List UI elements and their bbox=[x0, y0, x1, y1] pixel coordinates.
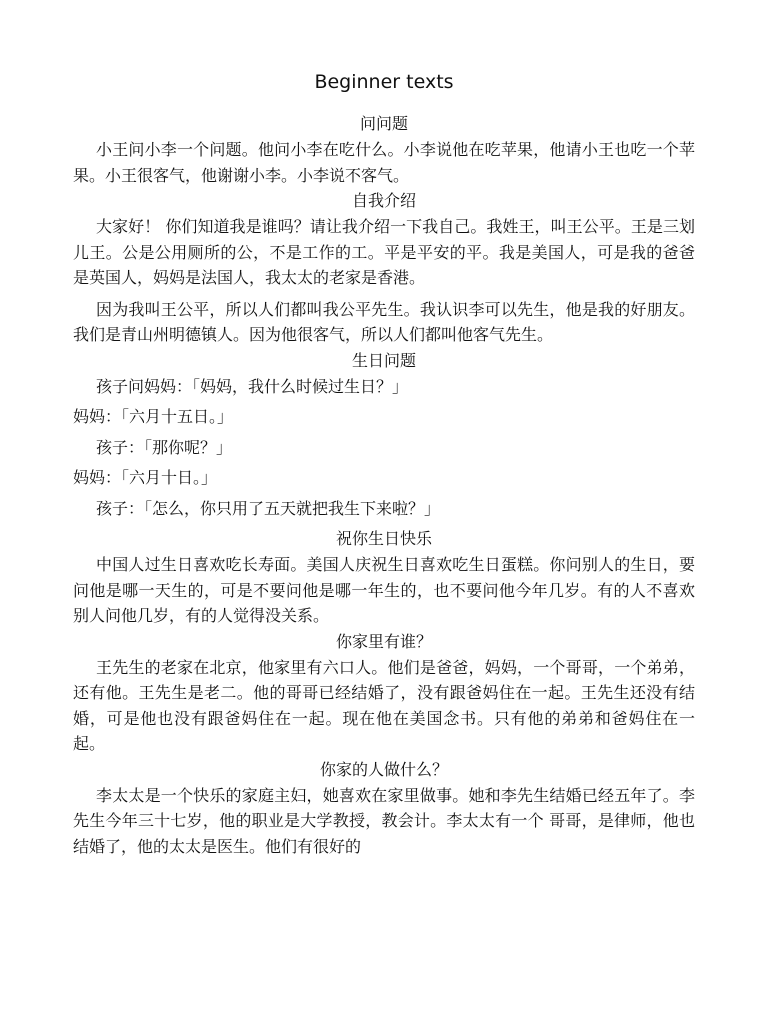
paragraph: 因为我叫王公平，所以人们都叫我公平先生。我认识李可以先生，他是我的好朋友。我们是青山州明德镇人。因为他很客气，所以人们都叫他客气先生。 bbox=[73, 299, 695, 344]
section-heading-happy-birthday: 祝你生日快乐 bbox=[335, 529, 432, 548]
document-title: Beginner texts bbox=[314, 71, 454, 93]
dialogue-line: 妈妈：「六月十日。」 bbox=[73, 468, 218, 487]
dialogue-line: 孩子：「怎么，你只用了五天就把我生下来啦？」 bbox=[96, 498, 441, 518]
section-heading-family-jobs: 你家的人做什么？ bbox=[319, 759, 448, 779]
section-heading-self-intro: 自我介绍 bbox=[351, 191, 416, 210]
paragraph: 中国人过生日喜欢吃长寿面。美国人庆祝生日喜欢吃生日蛋糕。你问别人的生日，要问他是哪一天生的，可是不要问他是哪一年生的，也不要问他今年几岁。有的人不喜欢别人问他几岁，有的人觉得没关系。 bbox=[73, 555, 695, 625]
paragraph: 王先生的老家在北京，他家里有六口人。他们是爸爸，妈妈，一个哥哥，一个弟弟，还有他。王先生是老二。他的哥哥已经结婚了，没有跟爸妈住在一起。王先生还没有结婚，可是他也没有跟爸妈住在一起。现在他在美国念书。只有他的弟弟和爸妈住在一起。 bbox=[73, 657, 695, 753]
section-heading-birthday-question: 生日问题 bbox=[351, 350, 416, 370]
paragraph: 李太太是一个快乐的家庭主妇，她喜欢在家里做事。她和李先生结婚已经五年了。李先生今年三十七岁，他的职业是大学教授，教会计。李太太有一个 哥哥，是律师，他也结婚了，他的太太是医生。他们有很好的 bbox=[73, 785, 695, 856]
section-heading-who-in-family: 你家里有谁？ bbox=[335, 631, 432, 651]
dialogue-line: 妈妈：「六月十五日。」 bbox=[73, 407, 234, 426]
document-page bbox=[73, 68, 695, 859]
section-heading-ask-question: 问问题 bbox=[359, 114, 408, 133]
dialogue-line: 孩子问妈妈：「妈妈，我什么时候过生日？」 bbox=[96, 376, 409, 396]
dialogue-line: 孩子：「那你呢？」 bbox=[96, 437, 233, 457]
paragraph: 小王问小李一个问题。他问小李在吃什么。小李说他在吃苹果，他请小王也吃一个苹果。小王很客气，他谢谢小李。小李说不客气。 bbox=[73, 140, 695, 185]
paragraph: 大家好！ 你们知道我是谁吗？请让我介绍一下我自己。我姓王，叫王公平。王是三划儿王。公是公用厕所的公，不是工作的工。平是平安的平。我是美国人，可是我的爸爸是英国人，妈妈是法国人，我太太的老家是香港。 bbox=[73, 217, 695, 287]
